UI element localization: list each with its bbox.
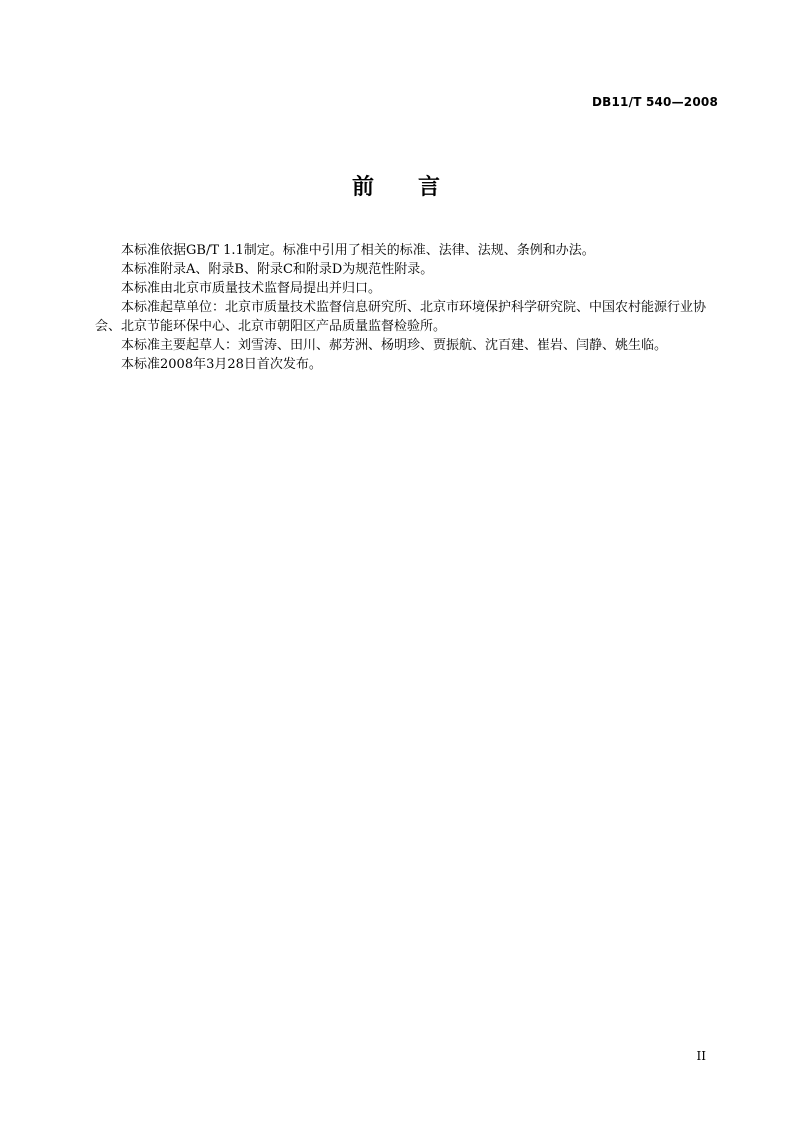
page-title xyxy=(0,170,792,201)
paragraph-proposer: 本标准由北京市质量技术监督局提出并归口。 xyxy=(121,281,382,296)
page-number: II xyxy=(696,1049,706,1063)
paragraph-drafting-units: 本标准起草单位：北京市质量技术监督信息研究所、北京市环境保护科学研究院、中国农村能源行业协会、北京节能环保中心、北京市朝阳区产品质量监督检验所。 xyxy=(95,300,707,334)
paragraph-release: 本标准2008年3月28日首次发布。 xyxy=(121,357,322,372)
paragraph-annexes: 本标准附录A、附录B、附录C和附录D为规范性附录。 xyxy=(121,262,434,277)
title-char-1: 前 xyxy=(351,175,374,200)
document-number: DB11/T 540—2008 xyxy=(592,95,718,109)
title-char-2: 言 xyxy=(418,175,441,200)
foreword-body xyxy=(95,241,720,374)
paragraph-basis: 本标准依据GB/T 1.1制定。标准中引用了相关的标准、法律、法规、条例和办法。 xyxy=(121,243,595,258)
paragraph-drafters: 本标准主要起草人：刘雪涛、田川、郝芳洲、杨明珍、贾振航、沈百建、崔岩、闫静、姚生临。 xyxy=(121,338,668,353)
